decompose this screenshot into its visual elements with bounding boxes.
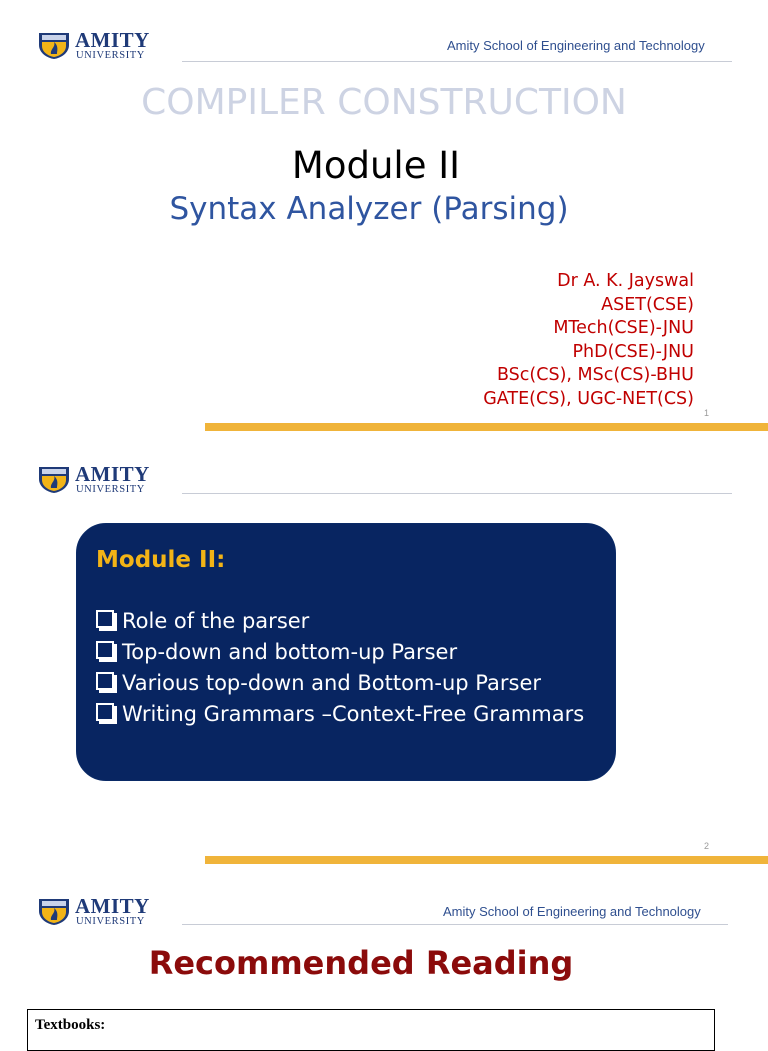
textbooks-box: [27, 1009, 715, 1051]
recommended-reading-title: Recommended Reading: [148, 944, 574, 982]
list-item: [96, 637, 584, 668]
logo-wordmark: AMITY: [75, 28, 150, 52]
slide-1: [0, 0, 768, 434]
author-line: PhD(CSE)-JNU: [572, 341, 694, 362]
author-line: Dr A. K. Jayswal: [557, 271, 694, 291]
checkbox-square-icon: [96, 703, 114, 721]
topic-list: [96, 606, 584, 730]
course-title: COMPILER CONSTRUCTION: [141, 82, 627, 123]
module-title: Module II: [291, 144, 461, 187]
list-item: [96, 668, 584, 699]
logo-subtitle: UNIVERSITY: [76, 916, 145, 927]
logo-wordmark: AMITY: [75, 894, 150, 918]
module-subtitle: Syntax Analyzer (Parsing): [169, 191, 569, 227]
checkbox-square-icon: [96, 672, 114, 690]
logo-wordmark: AMITY: [75, 462, 150, 486]
author-line: GATE(CS), UGC-NET(CS): [483, 388, 694, 409]
header-divider: [182, 924, 728, 925]
page-number: 1: [704, 408, 710, 418]
list-item-label: Various top-down and Bottom-up Parser: [122, 671, 541, 695]
module-panel: [76, 523, 616, 781]
school-name: Amity School of Engineering and Technology: [447, 38, 705, 53]
amity-shield-icon: [37, 464, 71, 494]
amity-shield-icon: [37, 896, 71, 926]
list-item: [96, 699, 584, 730]
amity-logo: [37, 464, 172, 494]
slide-2: [0, 434, 768, 868]
amity-logo: [37, 896, 172, 926]
panel-title: Module II:: [96, 547, 226, 573]
checkbox-square-icon: [96, 610, 114, 628]
list-item-label: Writing Grammars –Context-Free Grammars: [122, 702, 585, 726]
amity-shield-icon: [37, 30, 71, 60]
logo-subtitle: UNIVERSITY: [76, 484, 145, 495]
author-line: BSc(CS), MSc(CS)-BHU: [496, 365, 694, 385]
checkbox-square-icon: [96, 641, 114, 659]
amity-logo: [37, 30, 172, 60]
list-item: [96, 606, 584, 637]
logo-subtitle: UNIVERSITY: [76, 50, 145, 61]
author-line: MTech(CSE)-JNU: [553, 318, 694, 338]
footer-bar: [205, 856, 768, 864]
school-name: Amity School of Engineering and Technology: [443, 904, 701, 919]
slide-3: [0, 868, 768, 1033]
author-block: [483, 270, 694, 411]
page-number: 2: [704, 841, 710, 851]
author-line: ASET(CSE): [601, 294, 694, 315]
header-divider: [182, 61, 732, 62]
textbooks-label: Textbooks:: [35, 1017, 106, 1033]
footer-bar: [205, 423, 768, 431]
list-item-label: Role of the parser: [122, 609, 310, 633]
list-item-label: Top-down and bottom-up Parser: [122, 640, 458, 664]
header-divider: [182, 493, 732, 494]
